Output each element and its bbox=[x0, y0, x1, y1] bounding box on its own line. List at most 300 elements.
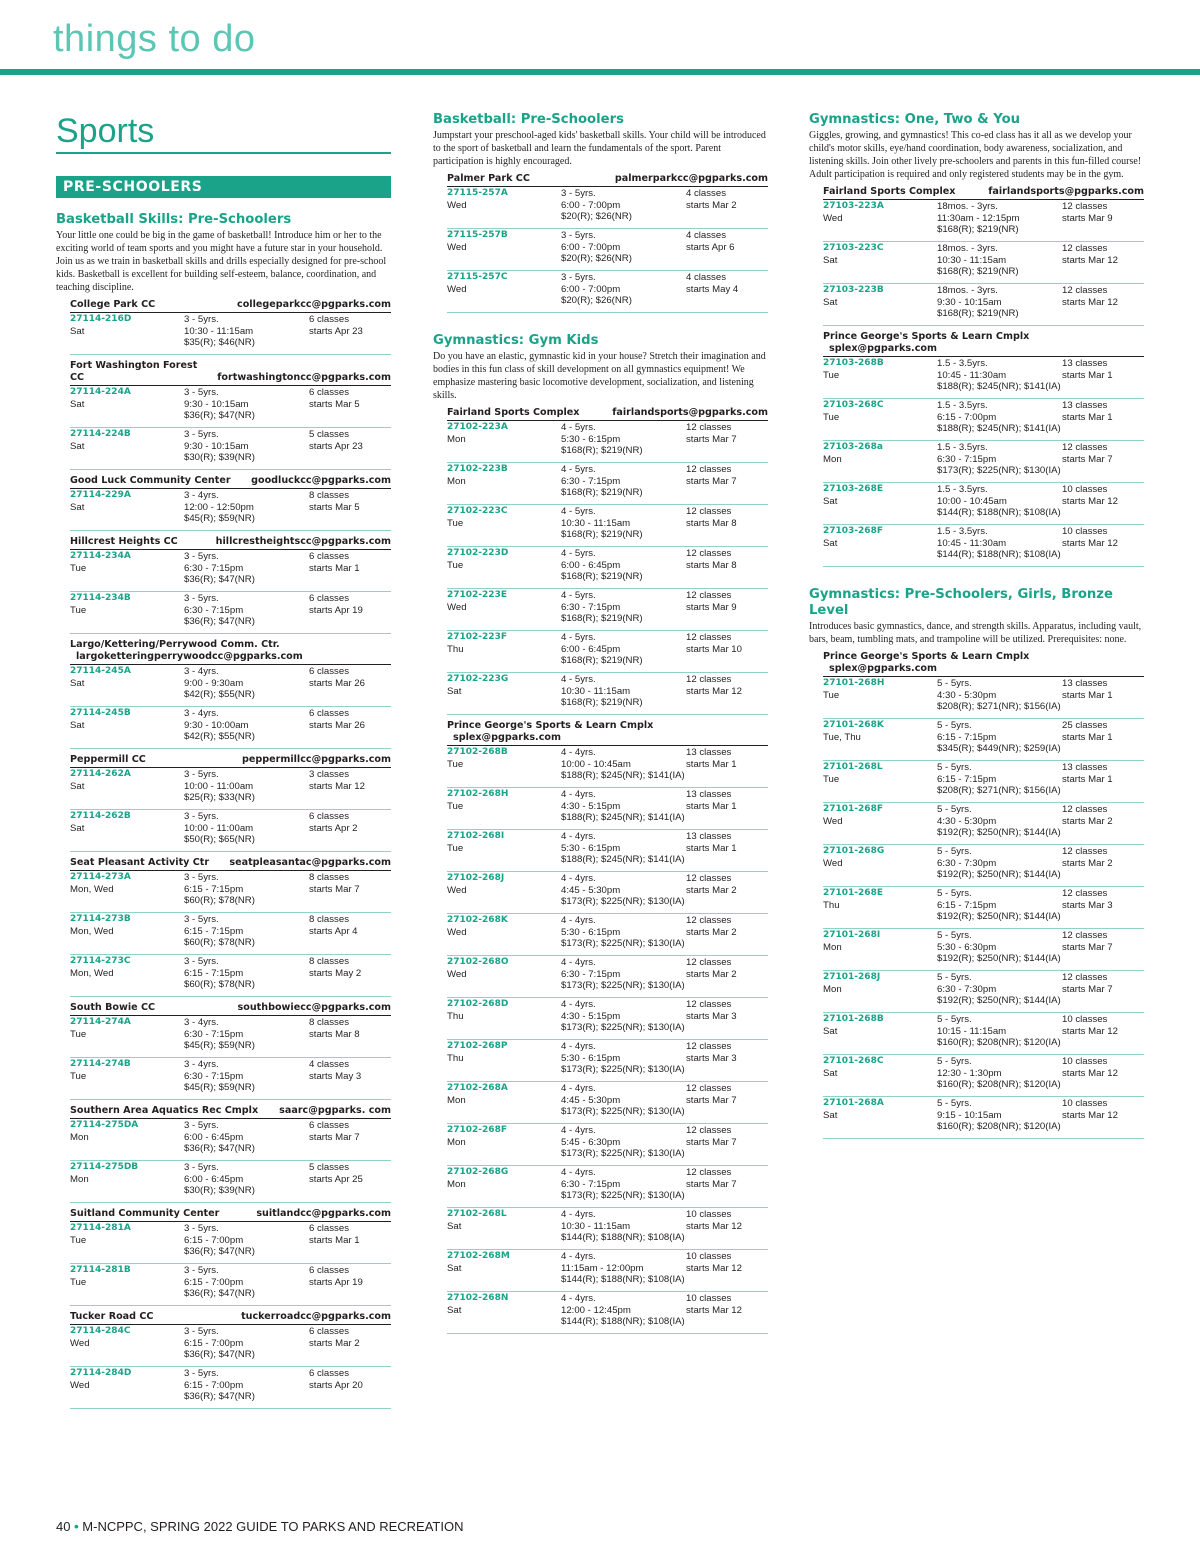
class-schedule-cell bbox=[686, 1125, 782, 1163]
class-row bbox=[447, 1082, 768, 1124]
class-code[interactable]: 27102-268F bbox=[447, 1125, 507, 1135]
class-start: starts May 2 bbox=[309, 967, 362, 979]
class-detail-cell bbox=[184, 1326, 309, 1364]
class-detail-cell bbox=[184, 1162, 309, 1200]
class-fee: $50(R); $65(NR) bbox=[184, 834, 255, 846]
class-id-cell bbox=[447, 230, 561, 268]
class-row bbox=[70, 489, 391, 531]
class-fee: $60(R); $78(NR) bbox=[184, 937, 255, 949]
class-row bbox=[447, 505, 768, 547]
class-time: 10:00 - 10:45am bbox=[937, 495, 1007, 507]
class-id-cell bbox=[70, 708, 184, 746]
class-time: 10:30 - 11:15am bbox=[937, 254, 1007, 266]
class-row bbox=[70, 1367, 391, 1409]
category-band: PRE-SCHOOLERS bbox=[56, 176, 391, 198]
class-row bbox=[447, 421, 768, 463]
class-start: starts Mar 7 bbox=[686, 475, 737, 487]
class-start: starts Mar 7 bbox=[686, 1094, 737, 1106]
class-schedule-cell bbox=[686, 1209, 782, 1247]
class-age: 3 - 5yrs. bbox=[184, 956, 219, 967]
class-code[interactable]: 27101-268F bbox=[823, 804, 883, 814]
class-age: 5 - 5yrs. bbox=[937, 888, 972, 899]
class-detail-cell bbox=[184, 1265, 309, 1303]
location-header bbox=[823, 651, 1144, 677]
location-email[interactable]: goodluckcc@pgparks.com bbox=[251, 475, 391, 486]
class-detail-cell bbox=[937, 762, 1062, 800]
class-code[interactable]: 27114-273B bbox=[70, 914, 131, 924]
class-id-cell bbox=[70, 1059, 184, 1097]
class-code[interactable]: 27103-268B bbox=[823, 358, 884, 368]
class-fee: $160(R); $208(NR); $120(IA) bbox=[937, 1121, 1061, 1133]
class-fee: $192(R); $250(NR); $144(IA) bbox=[937, 953, 1061, 965]
class-id-cell bbox=[823, 888, 937, 926]
class-time: 6:30 - 7:15pm bbox=[561, 968, 621, 980]
class-code[interactable]: 27114-281A bbox=[70, 1223, 131, 1233]
location-email[interactable]: saarc@pgparks. com bbox=[279, 1105, 391, 1116]
class-code[interactable]: 27102-268M bbox=[447, 1251, 510, 1261]
class-start: starts Mar 12 bbox=[1062, 1025, 1118, 1037]
class-day: Mon, Wed bbox=[70, 925, 114, 937]
class-code[interactable]: 27114-275DA bbox=[70, 1120, 139, 1130]
class-code[interactable]: 27102-223F bbox=[447, 632, 507, 642]
class-time: 5:30 - 6:15pm bbox=[561, 926, 621, 938]
class-code[interactable]: 27102-223A bbox=[447, 422, 508, 432]
class-code[interactable]: 27103-268E bbox=[823, 484, 883, 494]
class-day: Sat bbox=[70, 440, 85, 452]
class-row bbox=[823, 929, 1144, 971]
class-day: Thu bbox=[447, 1010, 464, 1022]
class-count: 8 classes bbox=[309, 872, 349, 883]
class-code[interactable]: 27114-234B bbox=[70, 593, 131, 603]
class-code[interactable]: 27101-268L bbox=[823, 762, 883, 772]
class-day: Wed bbox=[70, 1379, 90, 1391]
class-id-cell bbox=[447, 548, 561, 586]
class-count: 4 classes bbox=[686, 188, 726, 199]
class-time: 6:00 - 6:45pm bbox=[561, 643, 621, 655]
class-code[interactable]: 27103-268C bbox=[823, 400, 884, 410]
class-row bbox=[823, 483, 1144, 525]
class-day: Wed bbox=[447, 884, 467, 896]
location-email[interactable]: suitlandcc@pgparks.com bbox=[256, 1208, 391, 1219]
class-fee: $45(R); $59(NR) bbox=[184, 513, 255, 525]
class-code[interactable]: 27102-223C bbox=[447, 506, 508, 516]
class-fee: $345(R); $449(NR); $259(IA) bbox=[937, 743, 1061, 755]
class-row bbox=[447, 547, 768, 589]
class-code[interactable]: 27114-229A bbox=[70, 490, 131, 500]
class-count: 8 classes bbox=[309, 914, 349, 925]
location-name: Peppermill CC bbox=[70, 754, 146, 765]
class-code[interactable]: 27102-268O bbox=[447, 957, 509, 967]
class-id-cell bbox=[447, 272, 561, 310]
class-day: Sat bbox=[823, 254, 838, 266]
class-code[interactable]: 27102-223E bbox=[447, 590, 507, 600]
class-day: Sat bbox=[447, 685, 462, 697]
class-fee: $168(R); $219(NR) bbox=[937, 308, 1019, 320]
class-detail-cell bbox=[184, 551, 309, 589]
class-id-cell bbox=[823, 400, 937, 438]
class-time: 6:30 - 7:15pm bbox=[184, 562, 244, 574]
class-code[interactable]: 27102-223D bbox=[447, 548, 509, 558]
class-time: 6:30 - 7:30pm bbox=[937, 857, 997, 869]
class-code[interactable]: 27103-268F bbox=[823, 526, 883, 536]
location-name: Fairland Sports Complex bbox=[447, 407, 580, 418]
class-count: 12 classes bbox=[686, 632, 732, 643]
class-id-cell bbox=[70, 490, 184, 528]
class-code[interactable]: 27114-262A bbox=[70, 769, 131, 779]
class-code[interactable]: 27102-268A bbox=[447, 1083, 508, 1093]
class-schedule-cell bbox=[1062, 400, 1158, 438]
class-schedule-cell bbox=[309, 872, 405, 910]
class-start: starts Mar 2 bbox=[1062, 815, 1113, 827]
class-start: starts Mar 8 bbox=[686, 559, 737, 571]
class-time: 10:30 - 11:15am bbox=[561, 1220, 631, 1232]
section-title: Gymnastics: One, Two & You bbox=[809, 112, 1021, 127]
class-start: starts Mar 1 bbox=[309, 1234, 360, 1246]
class-count: 12 classes bbox=[686, 548, 732, 559]
class-code[interactable]: 27115-257B bbox=[447, 230, 508, 240]
class-time: 9:30 - 10:15am bbox=[937, 296, 1002, 308]
class-day: Sat bbox=[447, 1220, 462, 1232]
class-day: Wed bbox=[447, 283, 467, 295]
class-start: starts Mar 7 bbox=[1062, 453, 1113, 465]
class-time: 11:15am - 12:00pm bbox=[561, 1262, 644, 1274]
class-code[interactable]: 27114-224A bbox=[70, 387, 131, 397]
class-detail-cell bbox=[937, 201, 1062, 239]
class-count: 12 classes bbox=[1062, 972, 1108, 983]
class-start: starts Mar 2 bbox=[686, 968, 737, 980]
class-detail-cell bbox=[561, 188, 686, 226]
class-detail-cell bbox=[561, 506, 686, 544]
class-time: 5:30 - 6:15pm bbox=[561, 433, 621, 445]
class-schedule-cell bbox=[309, 490, 405, 528]
class-day: Tue bbox=[447, 559, 464, 571]
class-schedule-cell bbox=[309, 1059, 405, 1097]
location-block bbox=[70, 1002, 391, 1100]
class-fee: $30(R); $39(NR) bbox=[184, 1185, 255, 1197]
location-email[interactable]: splex@pgparks.com bbox=[453, 732, 561, 743]
class-detail-cell bbox=[561, 590, 686, 628]
location-header bbox=[70, 639, 391, 665]
class-age: 3 - 5yrs. bbox=[184, 1265, 219, 1276]
class-age: 5 - 5yrs. bbox=[937, 720, 972, 731]
class-detail-cell bbox=[184, 914, 309, 952]
class-count: 12 classes bbox=[686, 999, 732, 1010]
class-fee: $144(R); $188(NR); $108(IA) bbox=[561, 1274, 685, 1286]
class-code[interactable]: 27101-268K bbox=[823, 720, 884, 730]
class-start: starts Mar 7 bbox=[686, 1178, 737, 1190]
class-code[interactable]: 27102-268I bbox=[447, 831, 505, 841]
class-schedule-cell bbox=[1062, 1098, 1158, 1136]
location-email[interactable]: splex@pgparks.com bbox=[829, 663, 937, 674]
class-code[interactable]: 27114-245A bbox=[70, 666, 131, 676]
class-count: 12 classes bbox=[686, 1041, 732, 1052]
class-start: starts Apr 19 bbox=[309, 604, 363, 616]
class-start: starts Mar 3 bbox=[686, 1052, 737, 1064]
class-age: 18mos. - 3yrs. bbox=[937, 243, 998, 254]
class-id-cell bbox=[823, 846, 937, 884]
class-row bbox=[70, 1161, 391, 1203]
class-count: 12 classes bbox=[686, 422, 732, 433]
class-day: Tue bbox=[447, 517, 464, 529]
class-code[interactable]: 27101-268G bbox=[823, 846, 885, 856]
class-age: 1.5 - 3.5yrs. bbox=[937, 526, 988, 537]
class-age: 3 - 5yrs. bbox=[184, 314, 219, 325]
class-code[interactable]: 27114-216D bbox=[70, 314, 132, 324]
class-start: starts Mar 12 bbox=[1062, 254, 1118, 266]
class-row bbox=[447, 589, 768, 631]
class-detail-cell bbox=[937, 678, 1062, 716]
class-detail-cell bbox=[561, 230, 686, 268]
class-fee: $188(R); $245(NR); $141(IA) bbox=[561, 854, 685, 866]
location-email[interactable]: largoketteringperrywoodcc@pgparks.com bbox=[76, 651, 303, 662]
class-code[interactable]: 27114-273C bbox=[70, 956, 131, 966]
class-detail-cell bbox=[937, 1014, 1062, 1052]
class-start: starts Mar 9 bbox=[686, 601, 737, 613]
class-count: 6 classes bbox=[309, 1120, 349, 1131]
class-detail-cell bbox=[184, 956, 309, 994]
class-age: 1.5 - 3.5yrs. bbox=[937, 442, 988, 453]
class-id-cell bbox=[70, 1326, 184, 1364]
class-fee: $208(R); $271(NR); $156(IA) bbox=[937, 785, 1061, 797]
class-row bbox=[70, 1264, 391, 1306]
class-fee: $45(R); $59(NR) bbox=[184, 1082, 255, 1094]
class-id-cell bbox=[447, 873, 561, 911]
class-code[interactable]: 27102-268D bbox=[447, 999, 509, 1009]
location-email[interactable]: collegeparkcc@pgparks.com bbox=[237, 299, 391, 310]
class-code[interactable]: 27102-268J bbox=[447, 873, 505, 883]
location-email[interactable]: palmerparkcc@pgparks.com bbox=[614, 173, 768, 184]
class-id-cell bbox=[70, 811, 184, 849]
class-fee: $192(R); $250(NR); $144(IA) bbox=[937, 869, 1061, 881]
class-day: Sat bbox=[70, 677, 85, 689]
location-header bbox=[70, 1002, 391, 1016]
class-schedule-cell bbox=[686, 188, 782, 226]
class-fee: $192(R); $250(NR); $144(IA) bbox=[937, 995, 1061, 1007]
location-block bbox=[447, 720, 768, 1334]
class-code[interactable]: 27114-274B bbox=[70, 1059, 131, 1069]
class-time: 6:30 - 7:15pm bbox=[184, 604, 244, 616]
class-detail-cell bbox=[937, 484, 1062, 522]
class-code[interactable]: 27114-275DB bbox=[70, 1162, 139, 1172]
class-time: 6:15 - 7:00pm bbox=[937, 411, 997, 423]
location-header bbox=[823, 186, 1144, 200]
class-code[interactable]: 27115-257A bbox=[447, 188, 508, 198]
class-row bbox=[70, 1222, 391, 1264]
class-detail-cell bbox=[937, 1098, 1062, 1136]
class-code[interactable]: 27114-281B bbox=[70, 1265, 131, 1275]
class-code[interactable]: 27103-223B bbox=[823, 285, 884, 295]
class-code[interactable]: 27101-268B bbox=[823, 1014, 884, 1024]
section-description: Introduces basic gymnastics, dance, and strength skills. Apparatus, including vault, bars, beam, tumbling mats, and trampoline will be utilized. Prerequisites: none. bbox=[809, 621, 1142, 645]
class-start: starts Mar 26 bbox=[309, 677, 365, 689]
class-age: 4 - 4yrs. bbox=[561, 1041, 596, 1052]
class-age: 3 - 5yrs. bbox=[184, 1120, 219, 1131]
class-detail-cell bbox=[561, 789, 686, 827]
class-code[interactable]: 27102-268H bbox=[447, 789, 509, 799]
class-fee: $20(R); $26(NR) bbox=[561, 253, 632, 265]
class-row bbox=[447, 1124, 768, 1166]
class-count: 4 classes bbox=[686, 230, 726, 241]
class-time: 10:00 - 10:45am bbox=[561, 758, 631, 770]
class-fee: $36(R); $47(NR) bbox=[184, 410, 255, 422]
class-time: 4:45 - 5:30pm bbox=[561, 1094, 621, 1106]
class-code[interactable]: 27101-268J bbox=[823, 972, 881, 982]
class-code[interactable]: 27114-224B bbox=[70, 429, 131, 439]
class-count: 12 classes bbox=[686, 590, 732, 601]
class-count: 12 classes bbox=[1062, 888, 1108, 899]
class-schedule-cell bbox=[686, 1041, 782, 1079]
class-age: 1.5 - 3.5yrs. bbox=[937, 484, 988, 495]
class-id-cell bbox=[823, 1056, 937, 1094]
class-fee: $60(R); $78(NR) bbox=[184, 979, 255, 991]
page-number: 40 bbox=[56, 1519, 71, 1534]
class-id-cell bbox=[70, 1223, 184, 1261]
class-time: 12:00 - 12:45pm bbox=[561, 1304, 631, 1316]
location-name: Tucker Road CC bbox=[70, 1311, 154, 1322]
class-code[interactable]: 27103-268a bbox=[823, 442, 883, 452]
class-id-cell bbox=[447, 506, 561, 544]
class-id-cell bbox=[447, 632, 561, 670]
class-age: 4 - 4yrs. bbox=[561, 1167, 596, 1178]
class-count: 8 classes bbox=[309, 1017, 349, 1028]
class-start: starts Mar 1 bbox=[686, 800, 737, 812]
class-fee: $173(R); $225(NR); $130(IA) bbox=[561, 1064, 685, 1076]
class-code[interactable]: 27102-268N bbox=[447, 1293, 509, 1303]
class-id-cell bbox=[70, 1368, 184, 1406]
location-header bbox=[70, 299, 391, 313]
class-code[interactable]: 27102-223G bbox=[447, 674, 509, 684]
class-code[interactable]: 27102-223B bbox=[447, 464, 508, 474]
class-start: starts Apr 20 bbox=[309, 1379, 363, 1391]
class-id-cell bbox=[823, 1014, 937, 1052]
class-fee: $192(R); $250(NR); $144(IA) bbox=[937, 827, 1061, 839]
class-code[interactable]: 27103-223C bbox=[823, 243, 884, 253]
class-age: 4 - 4yrs. bbox=[561, 1125, 596, 1136]
class-code[interactable]: 27101-268I bbox=[823, 930, 881, 940]
class-code[interactable]: 27114-273A bbox=[70, 872, 131, 882]
class-time: 6:15 - 7:00pm bbox=[184, 1234, 244, 1246]
column-2 bbox=[433, 112, 768, 1354]
location-email[interactable]: fairlandsports@pgparks.com bbox=[988, 186, 1144, 197]
class-code[interactable]: 27114-284D bbox=[70, 1368, 132, 1378]
class-start: starts Apr 2 bbox=[309, 822, 358, 834]
class-time: 6:00 - 6:45pm bbox=[184, 1131, 244, 1143]
class-code[interactable]: 27114-234A bbox=[70, 551, 131, 561]
class-count: 12 classes bbox=[686, 1167, 732, 1178]
section-title: Basketball: Pre-Schoolers bbox=[433, 112, 624, 127]
class-schedule-cell bbox=[309, 1017, 405, 1055]
class-detail-cell bbox=[937, 804, 1062, 842]
location-header bbox=[447, 720, 768, 746]
class-count: 6 classes bbox=[309, 1265, 349, 1276]
class-count: 13 classes bbox=[686, 747, 732, 758]
location-name: Prince George's Sports & Learn Cmplx bbox=[823, 331, 1030, 342]
class-code[interactable]: 27101-268A bbox=[823, 1098, 884, 1108]
class-code[interactable]: 27102-268K bbox=[447, 915, 508, 925]
class-code[interactable]: 27114-274A bbox=[70, 1017, 131, 1027]
class-day: Tue bbox=[70, 562, 87, 574]
location-email[interactable]: fairlandsports@pgparks.com bbox=[612, 407, 768, 418]
class-code[interactable]: 27101-268C bbox=[823, 1056, 884, 1066]
class-code[interactable]: 27102-268B bbox=[447, 747, 508, 757]
class-age: 4 - 4yrs. bbox=[561, 1209, 596, 1220]
class-detail-cell bbox=[561, 674, 686, 712]
class-code[interactable]: 27102-268G bbox=[447, 1167, 509, 1177]
class-time: 6:15 - 7:15pm bbox=[184, 883, 244, 895]
class-id-cell bbox=[70, 551, 184, 589]
class-code[interactable]: 27102-268P bbox=[447, 1041, 508, 1051]
class-fee: $36(R); $47(NR) bbox=[184, 574, 255, 586]
class-day: Tue bbox=[70, 604, 87, 616]
class-detail-cell bbox=[937, 442, 1062, 480]
class-code[interactable]: 27101-268E bbox=[823, 888, 883, 898]
class-time: 6:15 - 7:00pm bbox=[184, 1276, 244, 1288]
class-code[interactable]: 27114-245B bbox=[70, 708, 131, 718]
class-code[interactable]: 27114-284C bbox=[70, 1326, 131, 1336]
location-email[interactable]: peppermillcc@pgparks.com bbox=[242, 754, 391, 765]
location-email[interactable]: splex@pgparks.com bbox=[829, 343, 937, 354]
class-time: 6:30 - 7:15pm bbox=[561, 601, 621, 613]
class-detail-cell bbox=[937, 930, 1062, 968]
class-row bbox=[823, 1055, 1144, 1097]
class-schedule-cell bbox=[686, 873, 782, 911]
class-count: 6 classes bbox=[309, 1326, 349, 1337]
location-email[interactable]: southbowiecc@pgparks.com bbox=[237, 1002, 391, 1013]
class-code[interactable]: 27114-262B bbox=[70, 811, 131, 821]
class-start: starts Mar 12 bbox=[686, 1220, 742, 1232]
class-schedule-cell bbox=[309, 551, 405, 589]
location-email[interactable]: fortwashingtoncc@pgparks.com bbox=[217, 372, 391, 383]
class-fee: $173(R); $225(NR); $130(IA) bbox=[561, 1022, 685, 1034]
class-age: 3 - 4yrs. bbox=[184, 708, 219, 719]
footer-bullet: • bbox=[74, 1519, 79, 1534]
class-age: 4 - 5yrs. bbox=[561, 632, 596, 643]
class-code[interactable]: 27115-257C bbox=[447, 272, 508, 282]
class-id-cell bbox=[823, 762, 937, 800]
class-detail-cell bbox=[561, 632, 686, 670]
class-time: 4:45 - 5:30pm bbox=[561, 884, 621, 896]
class-detail-cell bbox=[937, 888, 1062, 926]
class-fee: $168(R); $219(NR) bbox=[561, 529, 643, 541]
class-id-cell bbox=[70, 314, 184, 352]
class-schedule-cell bbox=[309, 708, 405, 746]
location-email[interactable]: hillcrestheightscc@pgparks.com bbox=[215, 536, 391, 547]
class-age: 4 - 4yrs. bbox=[561, 789, 596, 800]
class-count: 12 classes bbox=[686, 464, 732, 475]
class-day: Tue bbox=[823, 689, 840, 701]
class-start: starts Mar 8 bbox=[309, 1028, 360, 1040]
class-code[interactable]: 27101-268H bbox=[823, 678, 885, 688]
class-schedule-cell bbox=[686, 464, 782, 502]
location-email[interactable]: tuckerroadcc@pgparks.com bbox=[241, 1311, 391, 1322]
location-email[interactable]: seatpleasantac@pgparks.com bbox=[229, 857, 391, 868]
class-schedule-cell bbox=[1062, 678, 1158, 716]
class-time: 6:15 - 7:00pm bbox=[184, 1337, 244, 1349]
location-block bbox=[447, 407, 768, 715]
class-detail-cell bbox=[937, 243, 1062, 281]
class-code[interactable]: 27102-268L bbox=[447, 1209, 507, 1219]
class-time: 11:30am - 12:15pm bbox=[937, 212, 1020, 224]
class-code[interactable]: 27103-223A bbox=[823, 201, 884, 211]
class-schedule-cell bbox=[686, 915, 782, 953]
class-schedule-cell bbox=[309, 314, 405, 352]
class-detail-cell bbox=[937, 846, 1062, 884]
class-detail-cell bbox=[184, 490, 309, 528]
class-fee: $20(R); $26(NR) bbox=[561, 295, 632, 307]
class-row bbox=[447, 1166, 768, 1208]
class-row bbox=[823, 761, 1144, 803]
class-time: 9:15 - 10:15am bbox=[937, 1109, 1002, 1121]
